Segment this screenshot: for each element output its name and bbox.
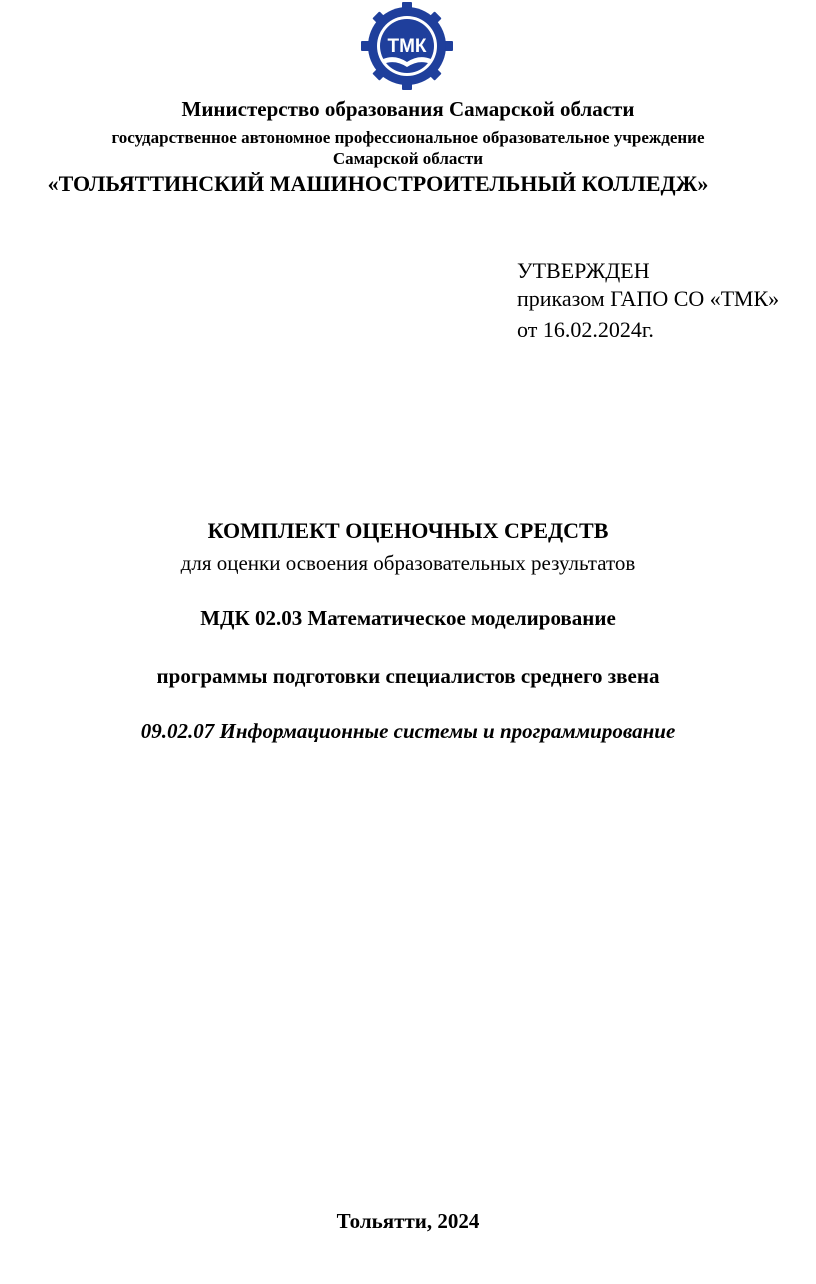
logo-monogram: ТМК [387,36,427,57]
approval-date: от 16.02.2024г. [517,317,654,342]
program-title: программы подготовки специалистов среднего звена [156,664,660,688]
document-title: КОМПЛЕКТ ОЦЕНОЧНЫХ СРЕДСТВ [207,518,609,543]
specialty-title: 09.02.07 Информационные системы и программирование [140,719,676,743]
approval-order: приказом ГАПО СО «ТМК» [517,286,780,311]
ministry-name: Министерство образования Самарской области [181,97,635,121]
approval-status: УТВЕРЖДЕН [517,258,650,283]
module-title: МДК 02.03 Математическое моделирование [200,606,616,630]
document-subtitle: для оценки освоения образовательных результатов [180,551,636,575]
institution-region: Самарской области [332,149,484,168]
college-emblem-icon [361,2,453,90]
institution-type: государственное автономное профессиональное образовательное учреждение [111,128,705,147]
college-name: «ТОЛЬЯТТИНСКИЙ МАШИНОСТРОИТЕЛЬНЫЙ КОЛЛЕДЖ» [47,171,709,196]
city-year: Тольятти, 2024 [336,1209,480,1233]
